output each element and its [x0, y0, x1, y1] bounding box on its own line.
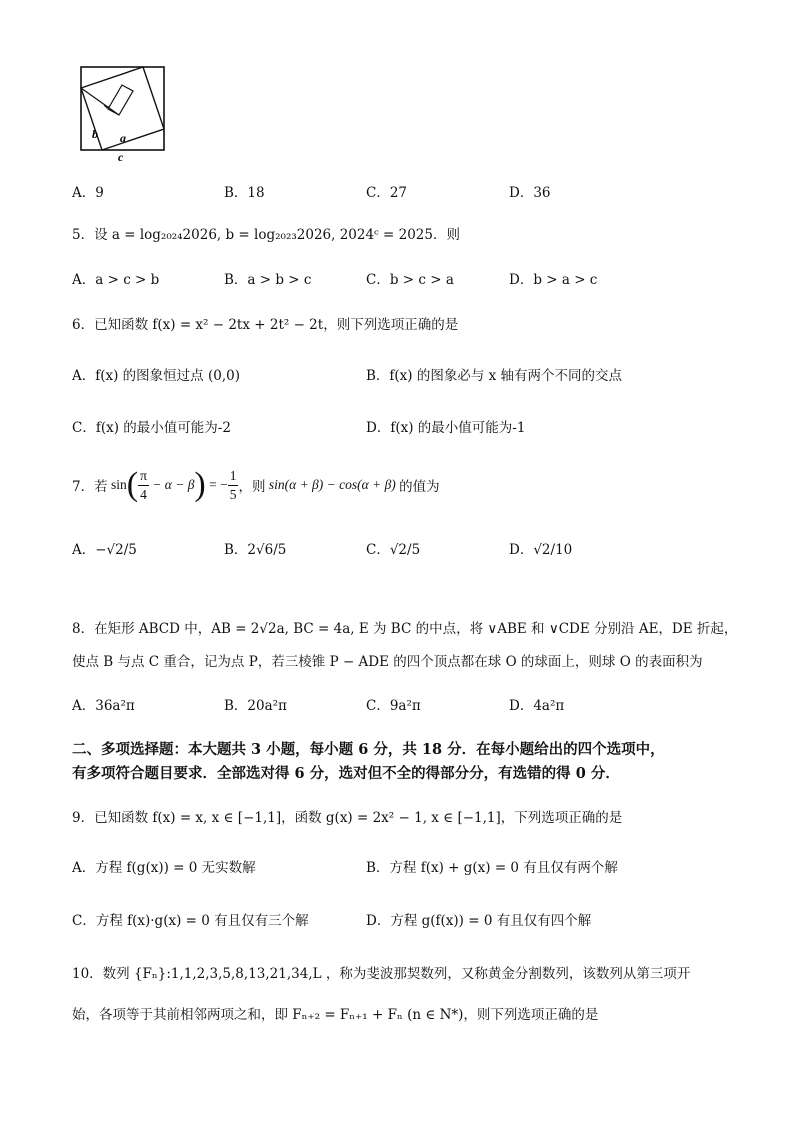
q7-option-a: A．−√2/5	[72, 542, 137, 558]
q7-option-d: D．√2/10	[509, 542, 573, 558]
q4-option-b: B．18	[224, 185, 265, 201]
q7-middle: ，则	[238, 479, 266, 495]
q4-option-c: C．27	[366, 185, 408, 201]
q8-stem-line2: 使点 B 与点 C 重合，记为点 P，若三棱锥 P − ADE 的四个顶点都在球 O 的球面上，则球 O 的表面积为	[72, 654, 703, 670]
q10-stem-line2: 始，各项等于其前相邻两项之和，即 Fₙ₊₂ = Fₙ₊₁ + Fₙ (n ∈ N*)，则下列选项正确的是	[72, 1007, 599, 1023]
q4-option-d: D．36	[509, 185, 551, 201]
q7-option-b: B．2√6/5	[224, 542, 287, 558]
section2-heading-line2: 有多项符合题目要求．全部选对得 6 分，选对但不全的得部分分，有选错的得 0 分．	[72, 765, 620, 782]
q9-stem: 9．已知函数 f(x) = x, x ∈ [−1,1]，函数 g(x) = 2x² − 1, x ∈ [−1,1]，下列选项正确的是	[72, 810, 623, 826]
q6-option-d: D．f(x) 的最小值可能为-1	[366, 420, 526, 436]
q6-option-b: B．f(x) 的图象必与 x 轴有两个不同的交点	[366, 368, 623, 384]
q5-option-c: C．b > c > a	[366, 272, 454, 288]
q7-pi-over-4: $\frac{\pi}{4}$	[140, 467, 147, 502]
q7-option-c: C．√2/5	[366, 542, 421, 558]
label-b: b	[92, 127, 98, 141]
label-a: a	[120, 131, 126, 145]
label-c: c	[118, 150, 124, 164]
q8-stem-line1: 8．在矩形 ABCD 中，AB = 2√2a, BC = 4a, E 为 BC 的中点，将 ∨ABE 和 ∨CDE 分别沿 AE，DE 折起，	[72, 621, 738, 637]
q6-option-c: C．f(x) 的最小值可能为-2	[72, 420, 231, 436]
q10-stem-line1: 10．数列 {Fₙ}:1,1,2,3,5,8,13,21,34,L ，称为斐波那契数列，又称黄金分割数列，该数列从第三项开	[72, 966, 691, 982]
pythagoras-figure	[78, 64, 170, 164]
q6-option-a: A．f(x) 的图象恒过点 (0,0)	[72, 368, 240, 384]
q5-option-a: A．a > c > b	[72, 272, 160, 288]
q7-suffix: 的值为	[399, 479, 440, 495]
q7-one-fifth: $\frac{1}{5}$	[229, 467, 237, 502]
q8-option-c: C．9a²π	[366, 698, 421, 714]
q4-option-a: A．9	[72, 185, 104, 201]
q7-stem: 7．若 sin ( $\frac{\pi}{4}$ − α − β ) = − $\frac{1}{5}$ ，则 sin(α + β) − cos(α + β) 的值为	[72, 466, 440, 503]
q8-option-a: A．36a²π	[72, 698, 135, 714]
q9-option-d: D．方程 g(f(x)) = 0 有且仅有四个解	[366, 913, 592, 929]
q5-option-b: B．a > b > c	[224, 272, 312, 288]
q9-option-c: C．方程 f(x)·g(x) = 0 有且仅有三个解	[72, 913, 309, 929]
q9-option-b: B．方程 f(x) + g(x) = 0 有且仅有两个解	[366, 860, 618, 876]
q7-prefix: 7．若	[72, 479, 108, 495]
section2-heading-line1: 二、多项选择题：本大题共 3 小题，每小题 6 分，共 18 分．在每小题给出的四个选项中，	[72, 741, 665, 758]
q6-stem: 6．已知函数 f(x) = x² − 2tx + 2t² − 2t，则下列选项正确的是	[72, 317, 459, 333]
q8-option-b: B．20a²π	[224, 698, 287, 714]
q8-option-d: D．4a²π	[509, 698, 565, 714]
q5-stem: 5．设 a = log₂₀₂₄2026, b = log₂₀₂₃2026, 2024ᶜ = 2025．则	[72, 227, 460, 243]
q5-option-d: D．b > a > c	[509, 272, 598, 288]
q9-option-a: A．方程 f(g(x)) = 0 无实数解	[72, 860, 256, 876]
